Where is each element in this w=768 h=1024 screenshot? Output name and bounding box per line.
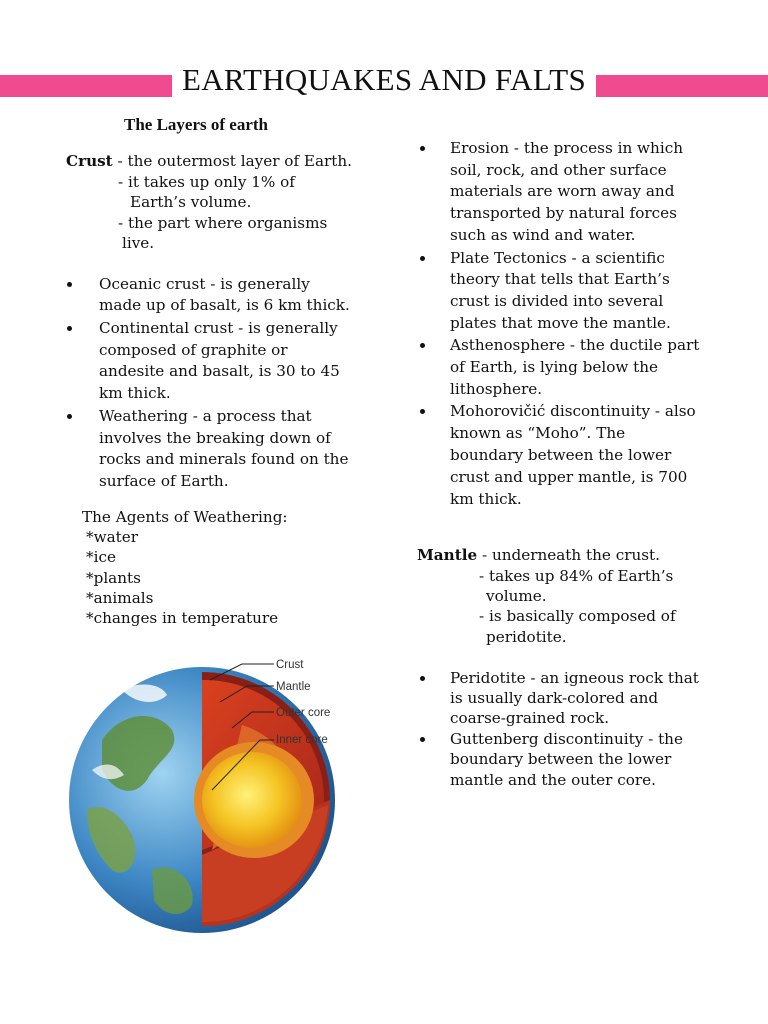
mantle-line: volume. bbox=[486, 587, 547, 605]
mantle-line: peridotite. bbox=[486, 628, 567, 646]
bullet-line: involves the breaking down of bbox=[99, 429, 331, 447]
bullet-dot bbox=[420, 256, 425, 261]
bullet-line: theory that tells that Earth’s bbox=[450, 270, 670, 288]
bullet-line: Weathering - a process that bbox=[99, 407, 312, 425]
bullet-line: soil, rock, and other surface bbox=[450, 161, 667, 179]
label-mantle: Mantle bbox=[276, 681, 311, 693]
bullet-line: materials are worn away and bbox=[450, 182, 675, 200]
agent-item: *water bbox=[86, 528, 138, 546]
mantle-line: - takes up 84% of Earth’s bbox=[479, 567, 674, 585]
bullet-dot bbox=[420, 409, 425, 414]
crust-term: Crust bbox=[66, 152, 113, 170]
bullet-line: of Earth, is lying below the bbox=[450, 358, 659, 376]
bullet-line: Guttenberg discontinuity - the bbox=[450, 730, 683, 748]
earth-layers-diagram bbox=[62, 650, 352, 940]
bullet-line: Continental crust - is generally bbox=[99, 319, 338, 337]
section-subtitle: The Layers of earth bbox=[124, 115, 269, 134]
mantle-line: - is basically composed of bbox=[479, 607, 676, 625]
crust-line: - the part where organisms bbox=[118, 214, 328, 232]
bullet-line: lithosphere. bbox=[450, 380, 543, 398]
bullet-line: Asthenosphere - the ductile part bbox=[450, 336, 700, 354]
crust-definition bbox=[66, 151, 352, 172]
agent-item: *ice bbox=[86, 548, 116, 566]
bullet-dot bbox=[67, 326, 72, 331]
crust-line: Earth’s volume. bbox=[130, 193, 252, 211]
bullet-line: coarse-grained rock. bbox=[450, 709, 610, 727]
bullet-line: km thick. bbox=[450, 490, 522, 508]
bullet-line: andesite and basalt, is 30 to 45 bbox=[99, 362, 340, 380]
bullet-line: Plate Tectonics - a scientific bbox=[450, 249, 665, 267]
page-title: EARTHQUAKES AND FALTS bbox=[181, 62, 587, 97]
bullet-line: Erosion - the process in which bbox=[450, 139, 683, 157]
bullet-dot bbox=[420, 146, 425, 151]
bullet-line: crust is divided into several bbox=[450, 292, 664, 310]
label-inner-core: Inner core bbox=[276, 734, 328, 746]
label-crust: Crust bbox=[276, 659, 304, 671]
bullet-dot bbox=[420, 737, 425, 742]
agent-item: *changes in temperature bbox=[86, 609, 279, 627]
bullet-dot bbox=[420, 343, 425, 348]
bullet-line: boundary between the lower bbox=[450, 446, 672, 464]
bullet-line: Peridotite - an igneous rock that bbox=[450, 669, 699, 687]
mantle-definition-text: - underneath the crust. bbox=[477, 546, 660, 564]
bullet-line: made up of basalt, is 6 km thick. bbox=[99, 296, 350, 314]
bullet-line: composed of graphite or bbox=[99, 341, 288, 359]
bullet-line: Mohorovičić discontinuity - also bbox=[450, 402, 696, 420]
agent-item: *animals bbox=[86, 589, 154, 607]
bullet-line: rocks and minerals found on the bbox=[99, 450, 349, 468]
crust-line: live. bbox=[122, 234, 155, 252]
bullet-line: plates that move the mantle. bbox=[450, 314, 671, 332]
bullet-dot bbox=[420, 676, 425, 681]
crust-definition-text: - the outermost layer of Earth. bbox=[112, 152, 353, 170]
bullet-dot bbox=[67, 282, 72, 287]
mantle-term: Mantle bbox=[417, 546, 478, 564]
crust-line: - it takes up only 1% of bbox=[118, 173, 295, 191]
agents-heading: The Agents of Weathering: bbox=[82, 508, 288, 526]
bullet-line: mantle and the outer core. bbox=[450, 771, 656, 789]
bullet-line: boundary between the lower bbox=[450, 750, 672, 768]
bullet-line: surface of Earth. bbox=[99, 472, 229, 490]
bullet-dot bbox=[67, 414, 72, 419]
bullet-line: km thick. bbox=[99, 384, 171, 402]
bullet-line: known as “Moho”. The bbox=[450, 424, 626, 442]
bullet-line: transported by natural forces bbox=[450, 204, 677, 222]
bullet-line: crust and upper mantle, is 700 bbox=[450, 468, 688, 486]
label-outer-core: Outer core bbox=[276, 707, 331, 719]
bullet-line: Oceanic crust - is generally bbox=[99, 275, 310, 293]
agent-item: *plants bbox=[86, 569, 141, 587]
bullet-line: such as wind and water. bbox=[450, 226, 636, 244]
mantle-definition bbox=[417, 545, 660, 566]
bullet-line: is usually dark-colored and bbox=[450, 689, 659, 707]
